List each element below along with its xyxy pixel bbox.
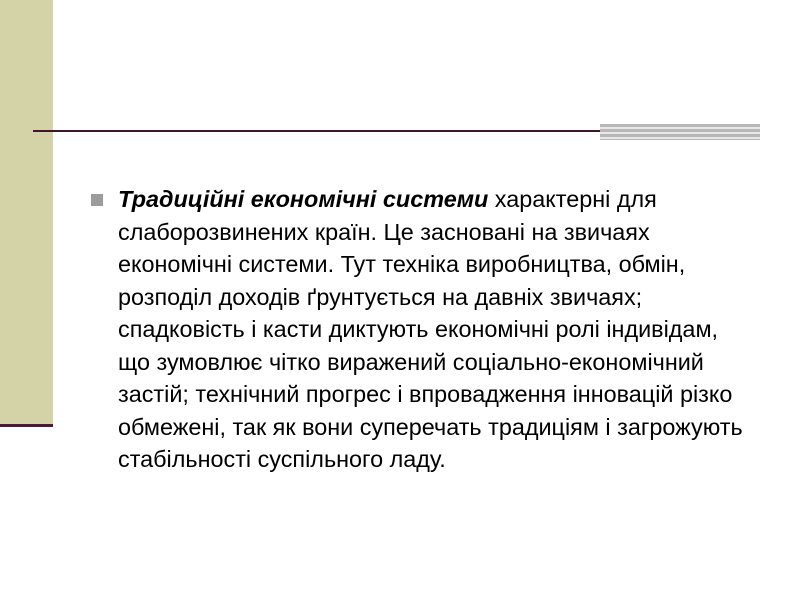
bullet-lead-term: Традиційні економічні системи	[118, 186, 489, 212]
title-divider-line	[33, 130, 600, 132]
side-decor-bar	[0, 0, 53, 424]
bullet-text: характерні для слаборозвинених країн. Це засновані на звичаях економічні системи. Тут техніка виробництва, обмін, розподіл доходів ґрунтується на давніх звичаях; спадковість і касти диктують економічні ролі індивідам, що зумовлює чітко виражений соціально-економічний застій; технічний прогрес і впровадження інновацій різко обмежені, так як вони суперечать традиціям і загрожують стабільності суспільного ладу.	[118, 186, 743, 472]
side-decor-line	[0, 424, 53, 427]
bullet-item	[88, 183, 748, 476]
slide-body	[88, 183, 748, 476]
title-divider-bar	[600, 124, 760, 140]
square-bullet-icon	[91, 194, 103, 206]
